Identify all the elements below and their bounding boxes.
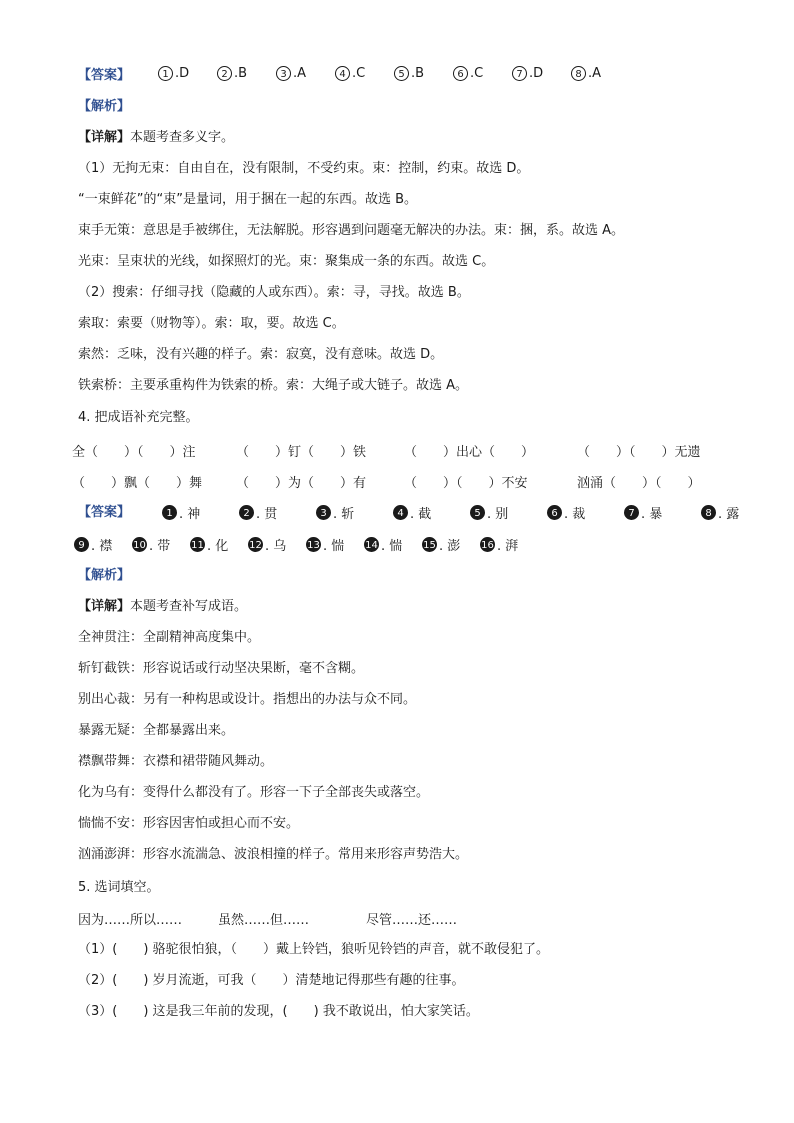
answer-item: [701, 503, 739, 522]
explanation-line: 光束：呈束状的光线，如探照灯的光。束：聚集成一条的东西。故选 C。: [78, 254, 495, 269]
explanation-line: （1）无拘无束：自由自在，没有限制，不受约束。束：控制，约束。故选 D。: [78, 161, 530, 176]
answer-value: . 别: [487, 507, 509, 522]
answer-value: . 暴: [641, 507, 663, 522]
answer-item: [190, 535, 228, 554]
explanation-line: 别出心裁：另有一种构思或设计。指想出的办法与众不同。: [78, 692, 417, 707]
answer-value: . 湃: [497, 539, 519, 554]
answer-item: [158, 66, 189, 81]
circled-number: 13: [306, 537, 321, 552]
answer-value: . 惴: [323, 539, 345, 554]
answer-value: .D: [529, 66, 544, 81]
circled-number: 5: [470, 505, 485, 520]
answer-value: . 澎: [439, 539, 461, 554]
answer-value: . 化: [207, 539, 229, 554]
circled-number: 10: [132, 537, 147, 552]
circled-number: 7: [512, 66, 527, 81]
circled-number: 4: [393, 505, 408, 520]
detail-tag: 【详解】: [78, 599, 131, 614]
answer-value: . 乌: [265, 539, 287, 554]
circled-number: 6: [453, 66, 468, 81]
answer-item: [394, 66, 424, 81]
idiom-blank: 因为……所以……: [78, 913, 183, 928]
answer-value: .B: [411, 66, 425, 81]
idiom-blank: （ ）钉（ ）铁: [236, 445, 367, 460]
circled-number: 3: [316, 505, 331, 520]
answer-item: [470, 503, 508, 522]
answer-value: .A: [293, 66, 307, 81]
answer-value: .B: [234, 66, 248, 81]
answer-value: .D: [175, 66, 190, 81]
answer-value: . 斩: [333, 507, 355, 522]
answer-item: [74, 535, 112, 554]
answer-item: [571, 66, 601, 81]
circled-number: 11: [190, 537, 205, 552]
analysis-tag-4: 【解析】: [78, 568, 131, 583]
answer-value: . 贯: [256, 507, 278, 522]
answer-value: . 截: [410, 507, 432, 522]
explanation-line: 索取：索要（财物等）。索：取，要。故选 C。: [78, 316, 345, 331]
detail-line-4: [78, 597, 247, 617]
circled-number: 6: [547, 505, 562, 520]
answer-item: [547, 503, 585, 522]
idiom-blank: （ ）出心（ ）: [404, 445, 535, 460]
explanation-line: 化为乌有：变得什么都没有了。形容一下子全部丧失或落空。: [78, 785, 430, 800]
answer-value: . 襟: [91, 539, 113, 554]
answer-item: [316, 503, 354, 522]
idiom-blank: （ ）（ ）无遗: [577, 445, 701, 460]
idiom-blank: 尽管……还……: [366, 913, 458, 928]
answer-item: [480, 535, 518, 554]
explanation-line: “一束鲜花”的“束”是量词，用于捆在一起的东西。故选 B。: [78, 192, 417, 207]
answer-value: . 惴: [381, 539, 403, 554]
circled-number: 7: [624, 505, 639, 520]
idiom-blank: 汹涌（ ）（ ）: [577, 476, 701, 491]
circled-number: 8: [571, 66, 586, 81]
circled-number: 2: [217, 66, 232, 81]
answer-value: .A: [588, 66, 602, 81]
explanation-line: 束手无策：意思是手被绑住，无法解脱。形容遇到问题毫无解决的办法。束：捆，系。故选 A。: [78, 223, 625, 238]
answer-item: [393, 503, 431, 522]
circled-number: 1: [162, 505, 177, 520]
analysis-tag-1: 【解析】: [78, 99, 131, 114]
explanation-line: （3）( ) 这是我三年前的发现，( ) 我不敢说出，怕大家笑话。: [78, 1004, 479, 1019]
circled-number: 16: [480, 537, 495, 552]
q4-title: 4. 把成语补充完整。: [78, 410, 199, 425]
answer-item: [276, 66, 306, 81]
explanation-line: 斩钉截铁：形容说话或行动坚决果断，毫不含糊。: [78, 661, 365, 676]
idiom-blank: （ ）为（ ）有: [236, 476, 367, 491]
circled-number: 5: [394, 66, 409, 81]
explanation-line: 全神贯注：全副精神高度集中。: [78, 630, 261, 645]
circled-number: 2: [239, 505, 254, 520]
explanation-line: 铁索桥：主要承重构件为铁索的桥。索：大绳子或大链子。故选 A。: [78, 378, 469, 393]
answer-tag: 【答案】: [78, 68, 131, 83]
answer-row-1: [78, 66, 130, 86]
circled-number: 12: [248, 537, 263, 552]
explanation-line: 索然：乏味，没有兴趣的样子。索：寂寞，没有意味。故选 D。: [78, 347, 444, 362]
answer-item: [624, 503, 662, 522]
answer-tag: 【答案】: [78, 505, 131, 520]
detail-intro: 本题考查多义字。: [130, 130, 235, 145]
answer-item: [335, 66, 365, 81]
answer-item: [422, 535, 460, 554]
answer-item: [239, 503, 277, 522]
idiom-blank: （ ）（ ）不安: [404, 476, 528, 491]
answer-value: . 露: [718, 507, 740, 522]
circled-number: 4: [335, 66, 350, 81]
explanation-line: （2）( ) 岁月流逝，可我（ ）清楚地记得那些有趣的往事。: [78, 973, 465, 988]
explanation-line: 暴露无疑：全都暴露出来。: [78, 723, 235, 738]
explanation-line: （2）搜索：仔细寻找（隐藏的人或东西）。索：寻，寻找。故选 B。: [78, 285, 470, 300]
q5-title: 5. 选词填空。: [78, 880, 160, 895]
answer-item: [364, 535, 402, 554]
answer-item: [306, 535, 344, 554]
circled-number: 9: [74, 537, 89, 552]
answer-value: .C: [470, 66, 484, 81]
detail-line-1: [78, 128, 234, 148]
answer-value: .C: [352, 66, 366, 81]
idiom-blank: （ ）飘（ ）舞: [72, 476, 203, 491]
answer-item: [132, 535, 170, 554]
circled-number: 8: [701, 505, 716, 520]
idiom-blank: 虽然……但……: [218, 913, 310, 928]
circled-number: 3: [276, 66, 291, 81]
explanation-line: 惴惴不安：形容因害怕或担心而不安。: [78, 816, 300, 831]
explanation-line: 襟飘带舞：衣襟和裙带随风舞动。: [78, 754, 274, 769]
answer-item: [512, 66, 543, 81]
answer-item: [248, 535, 286, 554]
circled-number: 1: [158, 66, 173, 81]
circled-number: 15: [422, 537, 437, 552]
answer-value: . 神: [179, 507, 201, 522]
answer-item: [453, 66, 483, 81]
answer-item: [217, 66, 247, 81]
answer-value: . 裁: [564, 507, 586, 522]
explanation-line: 汹涌澎湃：形容水流湍急、波浪相撞的样子。常用来形容声势浩大。: [78, 847, 469, 862]
answer-row-4: [78, 503, 130, 523]
idiom-blank: 全（ ）（ ）注: [72, 445, 196, 460]
explanation-line: （1）( ) 骆驼很怕狼，（ ）戴上铃铛，狼听见铃铛的声音，就不敢侵犯了。: [78, 942, 550, 957]
circled-number: 14: [364, 537, 379, 552]
answer-item: [162, 503, 200, 522]
detail-intro: 本题考查补写成语。: [130, 599, 248, 614]
detail-tag: 【详解】: [78, 130, 131, 145]
answer-value: . 带: [149, 539, 171, 554]
